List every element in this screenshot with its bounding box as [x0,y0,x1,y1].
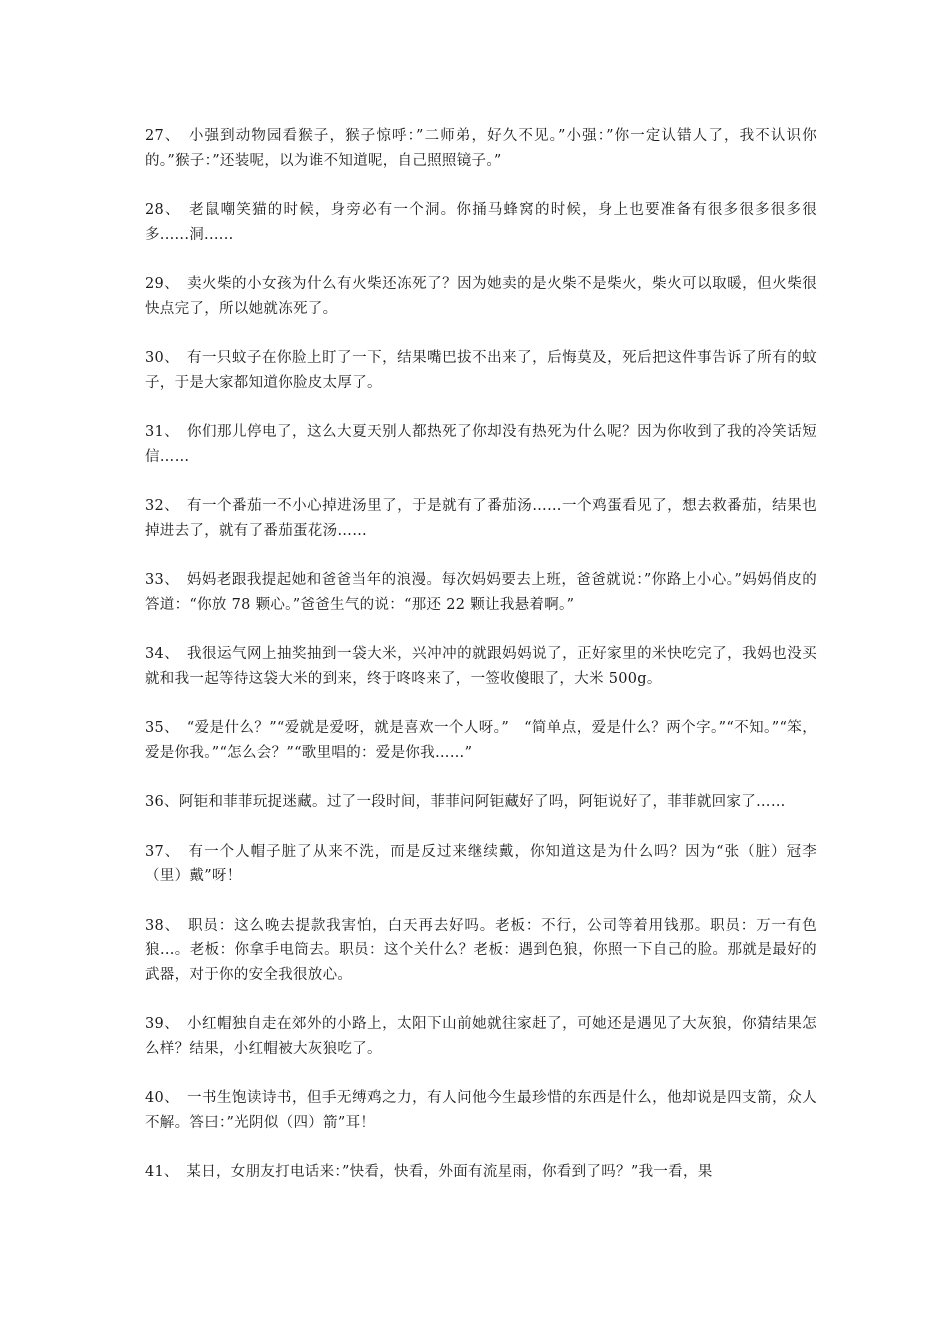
paragraph-36: 36、阿钜和菲菲玩捉迷藏。过了一段时间，菲菲问阿钜藏好了吗，阿钜说好了，菲菲就回家了…… [145,794,786,810]
paragraph-41: 41、 某日，女朋友打电话来：”快看，快看，外面有流星雨，你看到了吗？”我一看，果 [145,1164,713,1180]
paragraph-31: 31、 你们那儿停电了，这么大夏天别人都热死了你却没有热死为什么呢？因为你收到了我的冷笑话短信…… [145,424,817,465]
paragraph-29: 29、 卖火柴的小女孩为什么有火柴还冻死了？因为她卖的是火柴不是柴火，柴火可以取暖，但火柴很快点完了，所以她就冻死了。 [145,276,817,317]
paragraph-28: 28、 老鼠嘲笑猫的时候，身旁必有一个洞。你捅马蜂窝的时候，身上也要准备有很多很多很多很多......洞...... [145,202,817,243]
paragraph-30: 30、 有一只蚊子在你脸上盯了一下，结果嘴巴拔不出来了，后悔莫及，死后把这件事告诉了所有的蚊子，于是大家都知道你脸皮太厚了。 [145,350,817,391]
paragraph-33: 33、 妈妈老跟我提起她和爸爸当年的浪漫。每次妈妈要去上班，爸爸就说：”你路上小心。”妈妈俏皮的答道：“你放 78 颗心。”爸爸生气的说：“那还 22 颗让我悬着啊。” [145,572,817,613]
paragraph-37: 37、 有一个人帽子脏了从来不洗，而是反过来继续戴，你知道这是为什么吗？因为“张（脏）冠李（里）戴”呀！ [145,843,817,884]
paragraph-27: 27、 小强到动物园看猴子，猴子惊呼：”二师弟，好久不见。”小强：”你一定认错人了，我不认识你的。”猴子：”还装呢，以为谁不知道呢，自己照照镜子。” [145,128,817,169]
paragraph-38: 38、 职员：这么晚去提款我害怕，白天再去好吗。老板：不行，公司等着用钱那。职员：万一有色狼...。老板：你拿手电筒去。职员：这个关什么？老板：遇到色狼，你照一下自己的脸。那就是最好的武器，对于你的安全我很放心。 [145,917,817,983]
paragraph-35: 35、 “爱是什么？”“爱就是爱呀，就是喜欢一个人呀。” “简单点，爱是什么？两个字。”“不知。”“笨，爱是你我。”“怎么会？”“歌里唱的：爱是你我……” [145,720,817,761]
paragraph-32: 32、 有一个番茄一不小心掉进汤里了，于是就有了番茄汤……一个鸡蛋看见了，想去救番茄，结果也掉进去了，就有了番茄蛋花汤…… [145,498,817,539]
paragraph-40: 40、 一书生饱读诗书，但手无缚鸡之力，有人问他今生最珍惜的东西是什么，他却说是四支箭，众人不解。答曰：”光阴似（四）箭”耳！ [145,1090,817,1131]
paragraph-34: 34、 我很运气网上抽奖抽到一袋大米，兴冲冲的就跟妈妈说了，正好家里的米快吃完了，我妈也没买就和我一起等待这袋大米的到来，终于咚咚来了，一签收傻眼了，大米 500g。 [145,646,817,687]
paragraph-39: 39、 小红帽独自走在郊外的小路上，太阳下山前她就往家赶了，可她还是遇见了大灰狼，你猜结果怎么样？结果，小红帽被大灰狼吃了。 [145,1016,817,1057]
document-body [145,124,817,1210]
